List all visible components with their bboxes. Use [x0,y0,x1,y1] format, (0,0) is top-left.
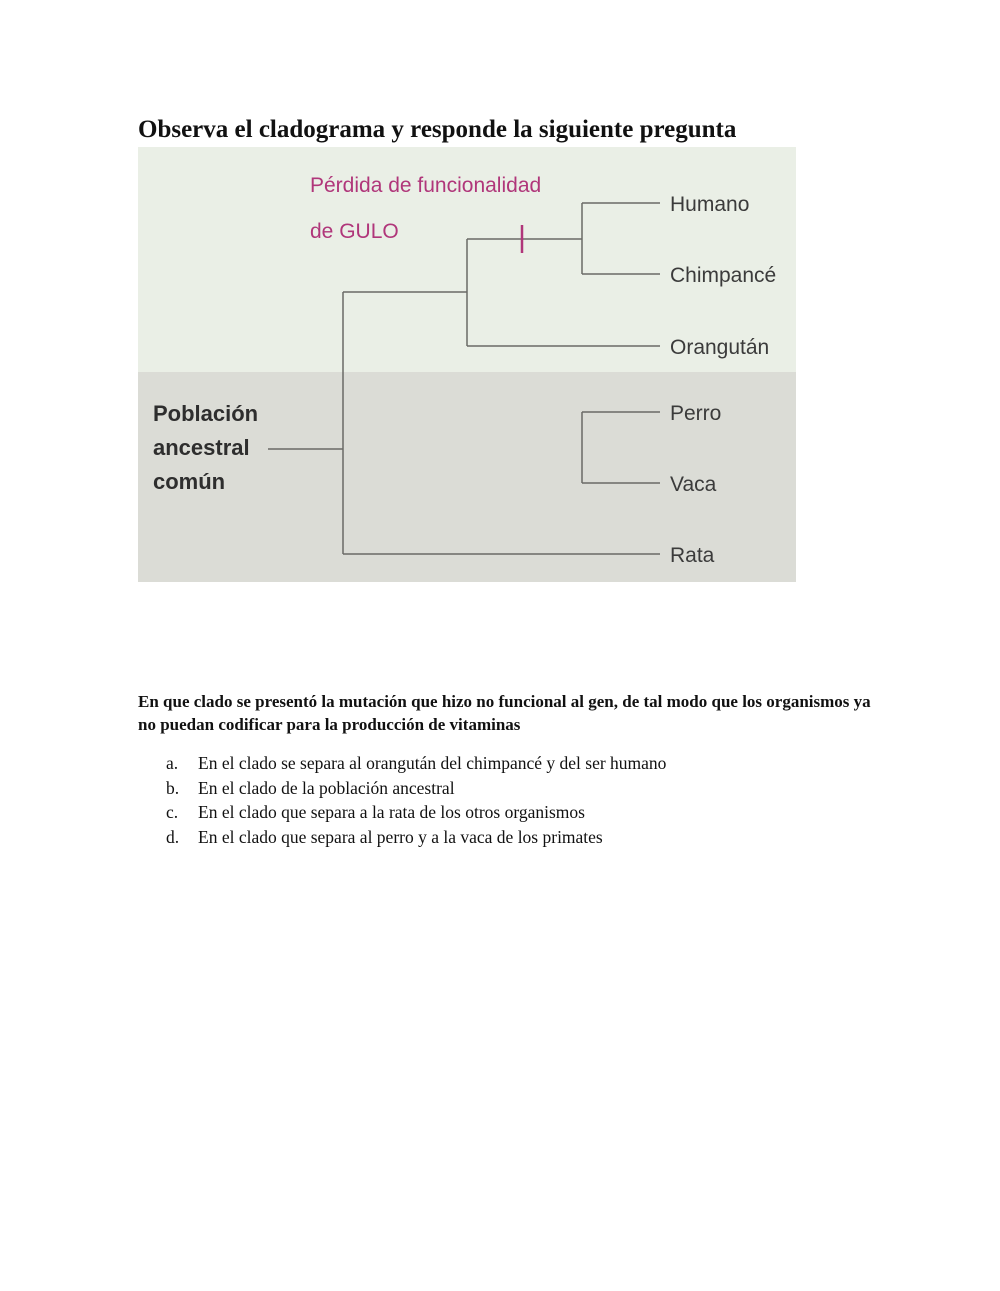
cladogram-svg [138,147,796,582]
answer-option-c[interactable] [166,800,666,825]
root-label-line1: Población [153,401,259,426]
root-label-line2: ancestral [153,435,250,460]
option-text: En el clado que separa a la rata de los otros organismos [198,802,585,822]
taxon-label-chimpance: Chimpancé [670,264,777,287]
taxon-label-rata: Rata [670,544,715,567]
option-letter: d. [166,826,180,847]
answer-option-d[interactable] [166,825,666,850]
option-letter: c. [166,802,179,822]
option-letter: b. [166,777,180,798]
taxon-label-perro: Perro [670,402,722,425]
answer-option-a[interactable] [166,751,666,776]
option-text: En el clado se separa al orangután del chimpancé y del ser humano [198,753,667,773]
taxon-label-vaca: Vaca [670,473,717,496]
taxon-label-humano: Humano [670,193,750,216]
question-text: En que clado se presentó la mutación que hizo no funcional al gen, de tal modo que los organismos ya no puedan codificar para la producción de vitaminas [138,692,871,734]
mutation-label-line1: Pérdida de funcionalidad [310,174,542,197]
answer-option-b[interactable] [166,776,666,801]
taxon-label-orangutan: Orangután [670,336,770,359]
answer-options [166,751,666,849]
mutation-label-line2: de GULO [310,220,399,243]
page-title: Observa el cladograma y responde la siguiente pregunta [138,116,737,143]
option-text: En el clado que separa al perro y a la vaca de los primates [198,826,603,847]
cladogram-figure [138,147,796,582]
root-label-line3: común [153,469,226,494]
option-text: En el clado de la población ancestral [198,777,455,798]
option-letter: a. [166,753,179,773]
